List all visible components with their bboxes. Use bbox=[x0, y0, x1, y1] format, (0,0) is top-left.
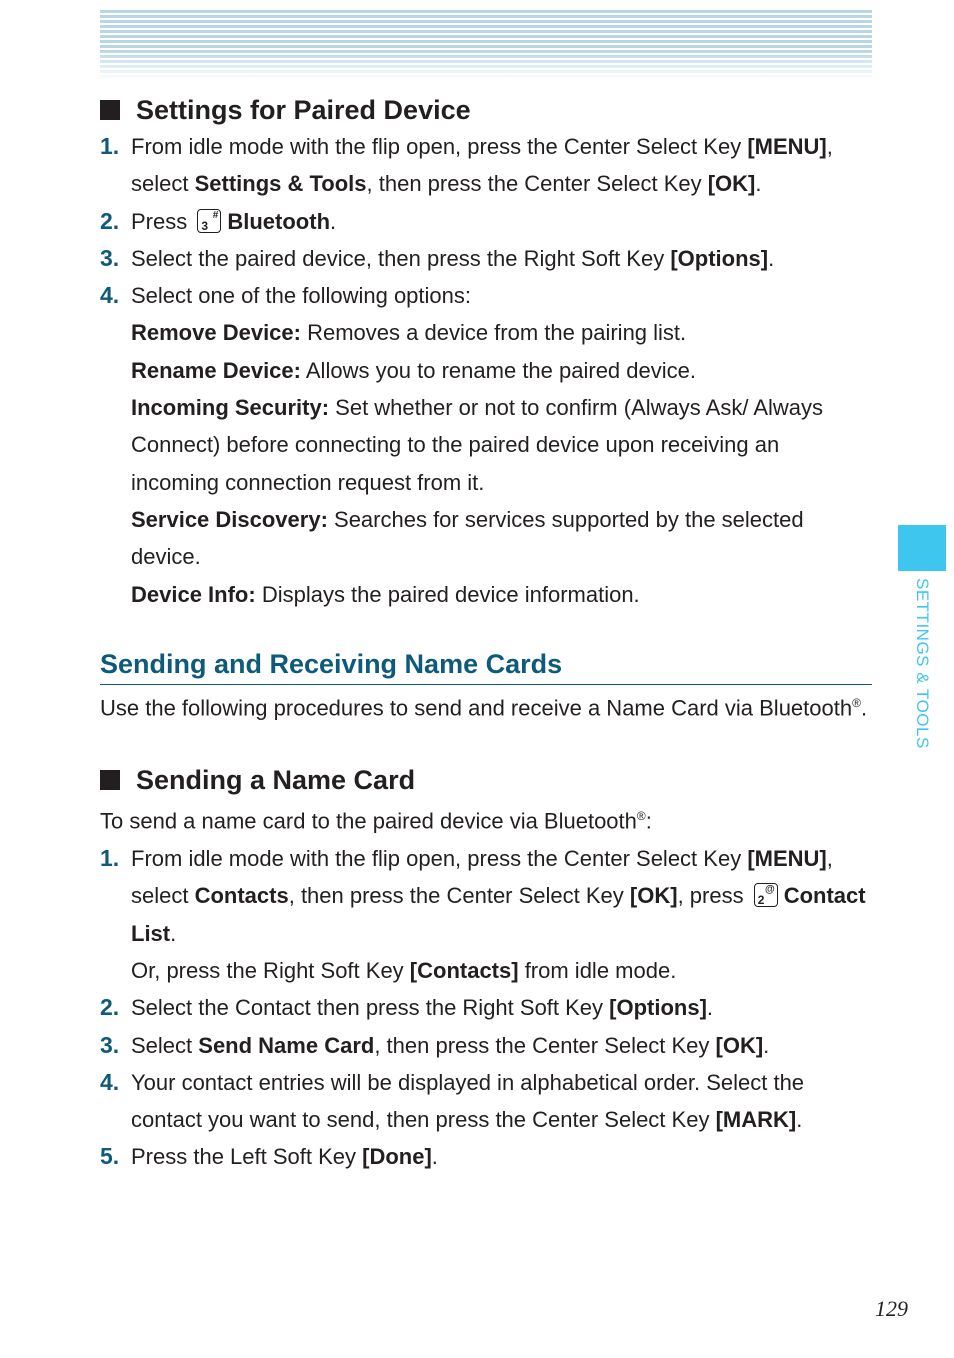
step-5 bbox=[100, 1138, 872, 1175]
key-3-icon: 3 # bbox=[197, 209, 221, 233]
step-text: Press 3 # Bluetooth. bbox=[131, 208, 337, 234]
heading-sending-name-card bbox=[100, 762, 872, 798]
section-intro: To send a name card to the paired device via Bluetooth®: bbox=[100, 808, 652, 834]
heading-settings-paired-device bbox=[100, 92, 872, 128]
step-number: 1. bbox=[100, 133, 120, 159]
step-text: Select the Contact then press the Right Soft Key [Options]. bbox=[131, 995, 714, 1021]
step-2 bbox=[100, 989, 872, 1026]
step-number: 4. bbox=[100, 282, 120, 309]
heading-text: Settings for Paired Device bbox=[136, 94, 471, 125]
step-3 bbox=[100, 1027, 872, 1064]
square-bullet-icon bbox=[100, 100, 120, 120]
step-text: Select Send Name Card, then press the Center Select Key [OK]. bbox=[131, 1032, 770, 1058]
heading-text: Sending a Name Card bbox=[136, 764, 416, 795]
step-text: Your contact entries will be displayed in alphabetical order. Select the contact you want to send, then press the Center Select Key [MARK]. bbox=[131, 1069, 805, 1133]
section-side-tab bbox=[898, 525, 946, 571]
step-2 bbox=[100, 203, 872, 240]
step-1-alternative: Or, press the Right Soft Key [Contacts] from idle mode. bbox=[131, 958, 677, 983]
option-service-discovery: Service Discovery: Searches for services supported by the selected device. bbox=[131, 506, 804, 570]
page-number: 129 bbox=[875, 1296, 908, 1321]
option-device-info: Device Info: Displays the paired device information. bbox=[131, 581, 640, 607]
side-tab-label: SETTINGS & TOOLS bbox=[913, 578, 932, 749]
step-text: Press the Left Soft Key [Done]. bbox=[131, 1144, 438, 1170]
step-1 bbox=[100, 840, 872, 952]
step-number: 4. bbox=[100, 1068, 120, 1095]
section-intro: Use the following procedures to send and receive a Name Card via Bluetooth®. bbox=[100, 695, 868, 721]
step-text: Select one of the following options: bbox=[131, 283, 472, 309]
heading-sending-receiving-name-cards: Sending and Receiving Name Cards bbox=[100, 649, 872, 685]
step-4 bbox=[100, 277, 872, 314]
step-4 bbox=[100, 1064, 872, 1139]
step-number: 2. bbox=[100, 994, 120, 1021]
step-number: 5. bbox=[100, 1143, 120, 1170]
step-1 bbox=[100, 128, 872, 203]
page-content bbox=[100, 92, 872, 1176]
step-text: Select the paired device, then press the Right Soft Key [Options]. bbox=[131, 245, 775, 271]
key-2-icon: 2 @ bbox=[754, 883, 778, 907]
step-number: 1. bbox=[100, 845, 120, 872]
step-number: 2. bbox=[100, 207, 120, 234]
step-text: From idle mode with the flip open, press the Center Select Key [MENU], select Settings & Tools, then press the Center Select Key [OK]. bbox=[131, 134, 833, 197]
step-number: 3. bbox=[100, 244, 120, 271]
square-bullet-icon bbox=[100, 770, 120, 790]
header-stripe-band bbox=[100, 10, 872, 80]
step-number: 3. bbox=[100, 1031, 120, 1058]
step-3 bbox=[100, 240, 872, 277]
step-text: From idle mode with the flip open, press the Center Select Key [MENU], select Contacts, then press the Center Select Key [OK], press 2 @ Contact List. bbox=[131, 846, 866, 946]
option-remove-device: Remove Device: Removes a device from the pairing list. bbox=[131, 320, 687, 346]
option-rename-device: Rename Device: Allows you to rename the paired device. bbox=[131, 357, 696, 383]
option-incoming-security: Incoming Security: Set whether or not to confirm (Always Ask/ Always Connect) before connecting to the paired device upon receiving an incoming connection request from it. bbox=[131, 395, 824, 495]
